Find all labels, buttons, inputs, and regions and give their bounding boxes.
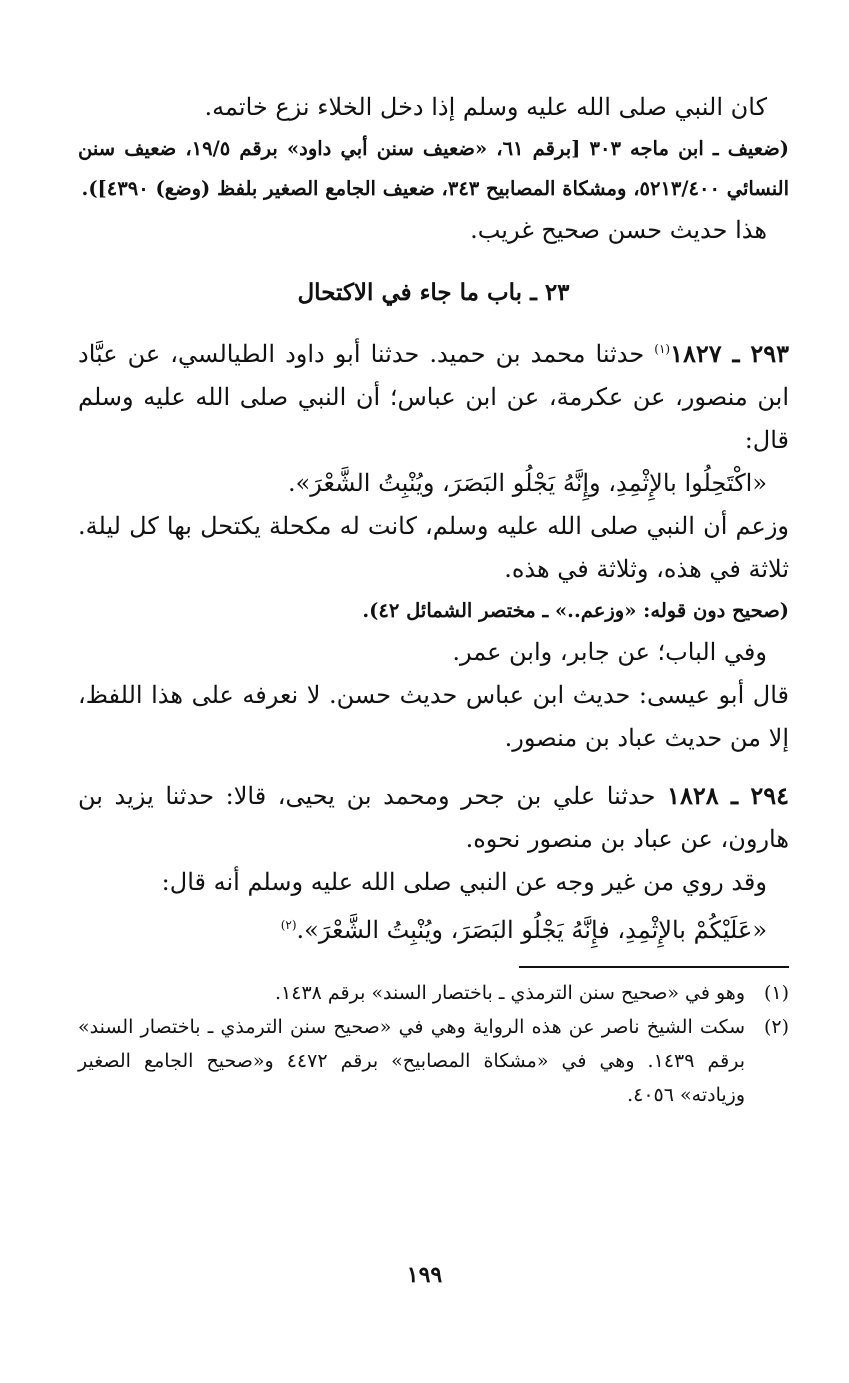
footnote-1-text: وهو في «صحيح سنن الترمذي ـ باختصار السند» برقم ١٤٣٨. xyxy=(274,982,745,1004)
hadith-294-matn: «عَلَيْكُمْ بالإِثْمِدِ، فإِنَّهُ يَجْلُو البَصَرَ، ويُنْبِتُ الشَّعْرَ». xyxy=(296,916,767,944)
hadith-293-addition: وزعم أن النبي صلى الله عليه وسلم، كانت له مكحلة يكتحل بها كل ليلة. ثلاثة في هذه، وثلاثة في هذه. xyxy=(78,512,790,583)
hadith-293-matn: «اكْتَحِلُوا بالإِثْمِدِ، وإِنَّهُ يَجْلُو البَصَرَ، ويُنْبِتُ الشَّعْرَ». xyxy=(287,469,767,497)
footnote-divider xyxy=(519,966,789,968)
page-body xyxy=(78,86,789,1112)
hadith-293-grade: (صحيح دون قوله: «وزعم..» ـ مختصر الشمائل ٤٢). xyxy=(362,599,789,622)
chapter-title: ٢٣ ـ باب ما جاء في الاكتحال xyxy=(297,279,570,306)
page-number: ١٩٩ xyxy=(406,1262,443,1288)
hadith-294-riwaya: وقد روي من غير وجه عن النبي صلى الله عليه وسلم أنه قال: xyxy=(161,868,767,896)
footnote-2-text: سكت الشيخ ناصر عن هذه الرواية وهي في «صحيح سنن الترمذي ـ باختصار السند» برقم ١٤٣٩. وهي في «مشكاة المصابيح» برقم ٤٤٧٢ و«صحيح الجامع الصغير وزيادته» ٤٠٥٦. xyxy=(78,1016,745,1106)
footnote-2 xyxy=(78,1010,789,1112)
top-hadith-text: كان النبي صلى الله عليه وسلم إذا دخل الخلاء نزع خاتمه. xyxy=(204,93,767,121)
top-hadith-ruling: هذا حديث حسن صحيح غريب. xyxy=(470,216,767,244)
hadith-294-isnad-text: حدثنا علي بن جحر ومحمد بن يحيى، قالا: حدثنا يزيد بن هارون، عن عباد بن منصور نحوه. xyxy=(78,782,789,853)
hadith-293-isnad-text: حدثنا محمد بن حميد. حدثنا أبو داود الطيالسي، عن عبَّاد ابن منصور، عن عكرمة، عن ابن عباس؛ أن النبي صلى الله عليه وسلم قال: xyxy=(78,340,789,454)
hadith-294-matn-line xyxy=(78,904,789,952)
footnote-2-mark: (٢) xyxy=(763,1016,789,1038)
top-hadith-grade: (ضعيف ـ ابن ماجه ٣٠٣ [برقم ٦١، «ضعيف سنن أبي داود» برقم ١٩/٥، ضعيف سنن النسائي ٥٢١٣/٤٠٠، ومشكاة المصابيح ٣٤٣، ضعيف الجامع الصغير بلفظ (وضع) ٤٣٩٠]). xyxy=(78,137,790,200)
footnote-1 xyxy=(78,976,789,1010)
hadith-293-bab: وفي الباب؛ عن جابر، وابن عمر. xyxy=(452,638,767,666)
hadith-293-number: ٢٩٣ ـ ١٨٢٧ xyxy=(670,339,789,368)
hadith-293-comment: قال أبو عيسى: حديث ابن عباس حديث حسن. لا نعرفه على هذا اللفظ، إلا من حديث عباد بن منصور. xyxy=(78,681,789,752)
footnote-1-mark: (١) xyxy=(763,982,789,1004)
hadith-294-isnad xyxy=(78,774,789,861)
footnote-ref-2: (٢) xyxy=(280,918,297,932)
footnote-ref-1: (١) xyxy=(654,342,671,356)
hadith-293-isnad xyxy=(78,328,789,462)
hadith-294-number: ٢٩٤ ـ ١٨٢٨ xyxy=(667,781,789,810)
